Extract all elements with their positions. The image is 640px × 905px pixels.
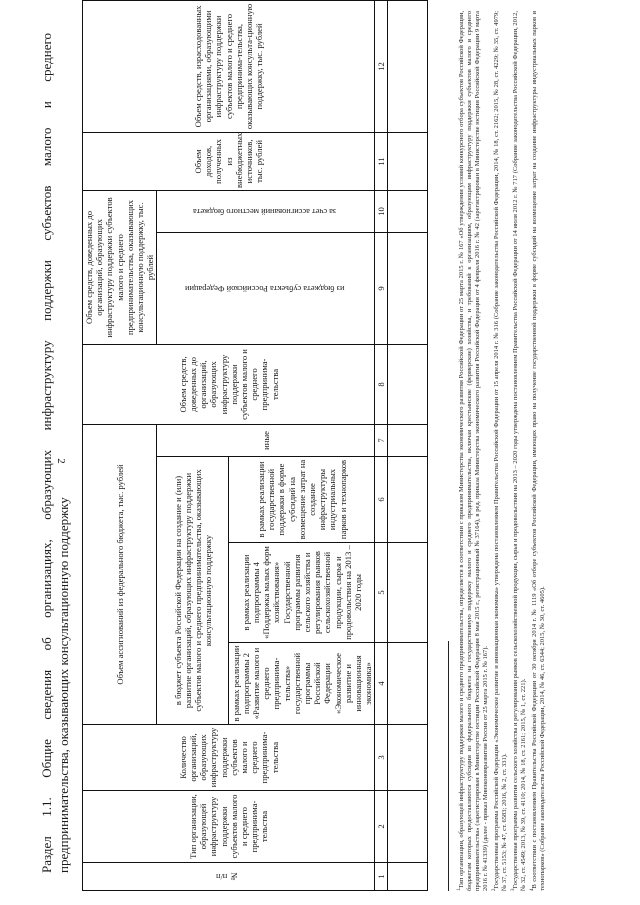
table-cell — [388, 725, 428, 791]
table-cell — [388, 0, 428, 132]
table-cell — [388, 190, 428, 232]
section-title-line-1: Раздел 1.1. Общие сведения об организациях, образующих инфраструктуру поддержки субъектов малого и среднего — [39, 33, 54, 873]
header-industrial-parks-subsidy: в рамках реализации государственной поддержки в форме субсидий на возмещение затрат на создание инфраструктуры индустриальных парков и технопарков — [229, 457, 375, 543]
header-number: № п/п — [83, 863, 375, 891]
column-number: 9 — [375, 232, 388, 344]
header-subprogram-2: в рамках реализации подпрограммы 2 «Развитие малого и среднего предпринима-тельства» государственной программы Российской Федерации «Экономическое развитие и инновационная экономика» — [229, 643, 375, 725]
section-title-line-2: предпринимательства, оказывающих консультационную поддержку — [56, 497, 71, 873]
column-number: 8 — [375, 344, 388, 424]
header-regional-budget-source: из бюджета субъекта Российской Федерации — [157, 232, 375, 344]
column-number: 11 — [375, 132, 388, 190]
column-number: 2 — [375, 791, 388, 863]
column-number-row — [375, 0, 388, 890]
table-row — [388, 0, 428, 890]
column-number: 12 — [375, 0, 388, 132]
section-title — [38, 33, 72, 873]
footnotes — [456, 11, 548, 891]
header-consulting-funds-group: Объем средств, доведенных до организаций, образующих инфраструктуру поддержки субъектов малого и среднего предпринимательства, оказывающих консультационную поддержку, тыс. рублей — [83, 190, 157, 344]
header-other: иные — [157, 424, 375, 456]
header-organization-type: Тип организации, образующей инфраструктуру поддержки субъектов малого и среднего предпринима-тельства — [83, 791, 375, 863]
header-regional-budget-subgroup: в бюджет субъекта Российской Федерации на создание и (или) развитие организаций, образующих инфраструктуру поддержки субъектов малого и среднего предпринимательства, оказывающих консультационную поддержку — [157, 457, 229, 725]
header-subprogram-4: в рамках реализации подпрограммы 4 «Поддержка малых форм хозяйствования» Государственной программы развития сельского хозяйства и регулирования рынков сельскохозяйственной продукции, сырья и продовольствия на 2013 – 2020 годы — [229, 543, 375, 643]
column-number: 6 — [375, 457, 388, 543]
table-cell — [388, 457, 428, 543]
column-number: 4 — [375, 643, 388, 725]
footnote: $^4$В соответствии с постановлением Правительства Российской Федерации от 30 октября 2014 г. № 1119 «Об отборе субъектов Российской Федерации, имеющих право на получение государственной поддержки в форме субсидий на возмещение затрат на создание инфраструктуры индустриальных парков и технопарков» (Собрание законодательства Российской Федерации, 2014, № 46, ст. 6344; 2015, № 30, ст. 4605). — [529, 11, 546, 891]
page-number: 2 — [54, 458, 67, 464]
table-cell — [388, 643, 428, 725]
infrastructure-table — [82, 0, 428, 891]
footnote: $^3$Государственная программа развития сельского хозяйства и регулирования рынков сельскохозяйственной продукции, сырья и продовольствия на 2013 – 2020 годы утверждена постановлением Правительства Российской Федерации от 14 июля 2012 г. № 717 (Собрание законодательства Российской Федерации, 2012, № 32, ст. 4549; 2013, № 39, ст. 4110; 2014, № 18, ст. 2161; 2015, № 1, ст. 221). — [510, 11, 528, 891]
header-extrabudgetary-income: Объем доходов, полученных из внебюджетных источников, тыс. рублей — [83, 132, 375, 190]
table-cell — [388, 132, 428, 190]
header-federal-budget-group: Объем ассигнований из федерального бюджета, тыс. рублей — [83, 424, 157, 724]
header-funds-spent: Объем средств, израсходованных организациями, образующими инфраструктуру поддержки субъектов малого и среднего предпринима-тельства, оказывающих консульта-ционную поддержку, тыс. рублей — [83, 0, 375, 132]
column-number: 1 — [375, 863, 388, 891]
table-cell — [388, 232, 428, 344]
column-number: 5 — [375, 543, 388, 643]
column-number: 10 — [375, 190, 388, 232]
footnote-separator — [448, 641, 449, 891]
table-cell — [388, 344, 428, 424]
column-number: 7 — [375, 424, 388, 456]
footnote: $^1$Тип организации, образующей инфраструктуру поддержки малого и среднего предпринимательства, определяется в соответствии с приказом Министерства экономического развития Российской Федерации от 25 марта 2015 г. № 167 «Об утверждении условий конкурсного отбора субъектов Российской Федерации, бюджетам которых предоставляются субсидии из федерального бюджета на государственную поддержку малого и среднего предпринимательства, включая крестьянские (фермерские) хозяйства, и требований к организациям, образующим инфраструктуру поддержки субъектов малого и среднего предпринимательства» (зарегистрирован в Министерстве юстиции Российской Федерации 8 мая 2015 г., регистрационный № 37164), в ред. приказа Министерства экономического развития Российской Федерации от 4 февраля 2016 г. № 42 (зарегистрирован в Министерстве юстиции Российской Федерации 9 марта 2016 г. № 41339) (далее - приказ Минэкономразвития России от 25 марта 2015 г. № 167). — [457, 11, 490, 891]
header-organization-count: Количество организаций, образующих инфраструктуру поддержки субъектов малого и среднего предпринима-тельства — [83, 725, 375, 791]
table-cell — [388, 791, 428, 863]
table-cell — [388, 543, 428, 643]
table-cell — [388, 424, 428, 456]
header-local-budget-source: за счет ассигнований местного бюджета — [157, 190, 375, 232]
header-funds-delivered: Объем средств, доведенных до организаций, образующих инфраструктуру поддержки субъектов малого и среднего предпринима-тельства — [83, 344, 375, 424]
column-number: 3 — [375, 725, 388, 791]
footnote: $^2$Государственная программа Российской Федерации «Экономическое развитие и инновационная экономика» утверждена постановлением Правительства Российской Федерации от 15 апреля 2014 г. № 316 (Собрание законодательства Российской Федерации, 2014, № 18, ст. 2162; 2015, № 28, ст. 4229; № 35, ст. 4979; № 37, ст. 5153; № 47, ст. 6583; 2016, № 2, ст. 331). — [492, 11, 509, 891]
table-cell — [388, 863, 428, 891]
